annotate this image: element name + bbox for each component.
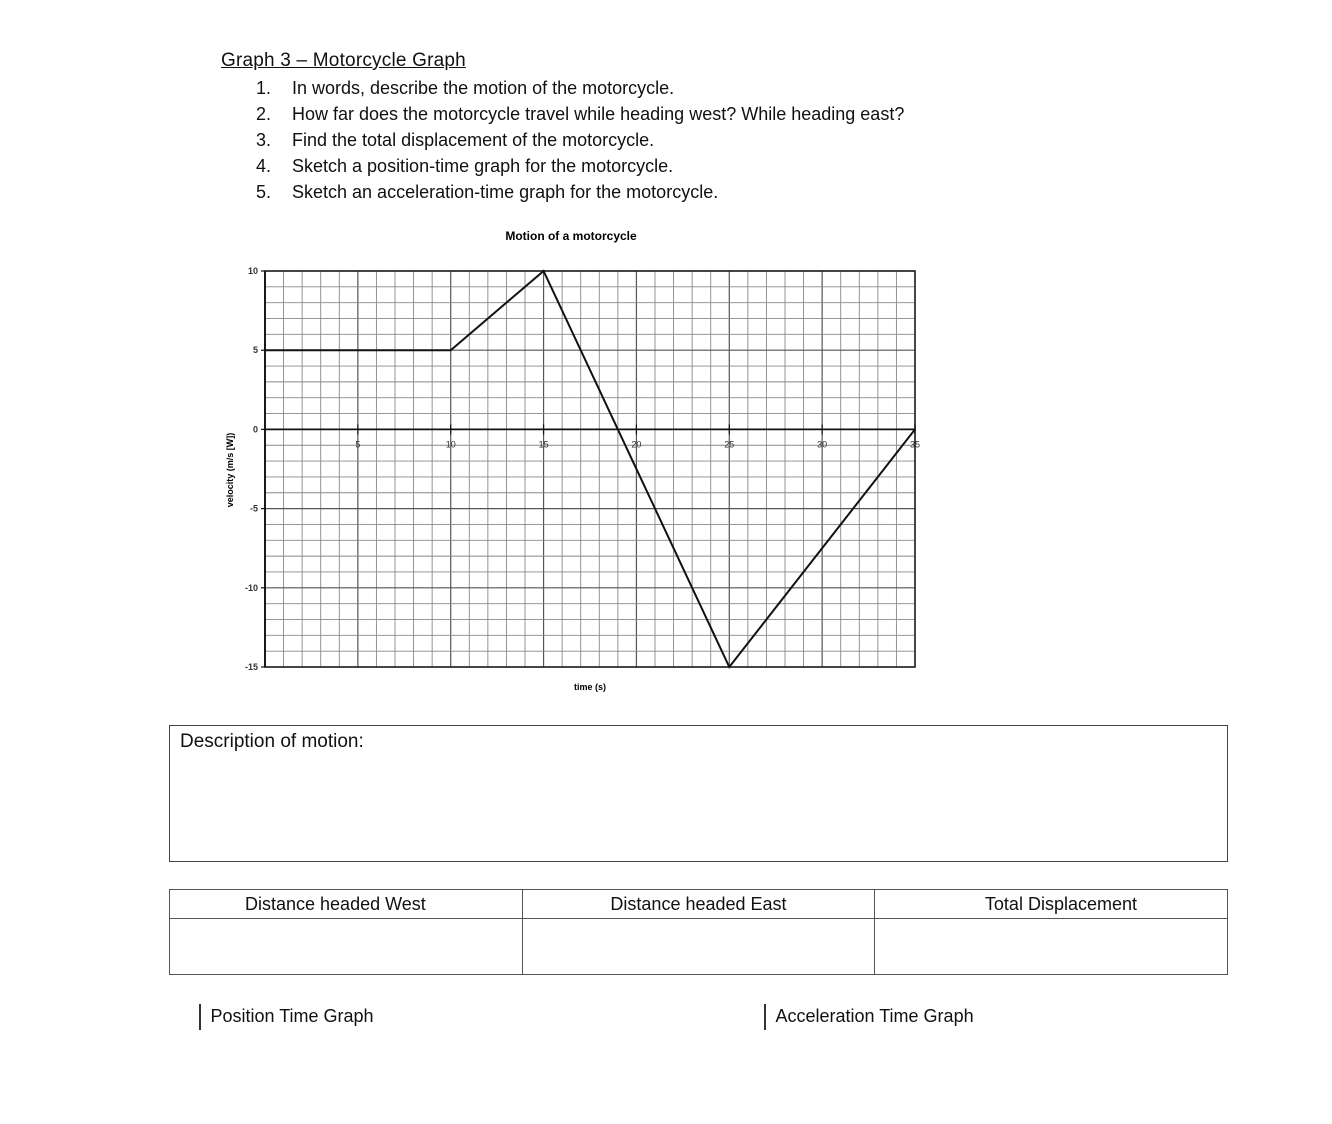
question-number: 2.: [256, 104, 272, 124]
chart-svg: [218, 222, 948, 700]
x-tick-label: 30: [817, 439, 828, 450]
velocity-series-line: [265, 271, 915, 667]
y-tick-label: 5: [252, 345, 258, 356]
answer-cell-displacement[interactable]: [875, 919, 1228, 975]
velocity-data-point: [450, 349, 452, 351]
question-list: [256, 77, 904, 207]
question-item: [256, 181, 904, 207]
table-answer-row: [170, 919, 1228, 975]
x-tick-label: 20: [631, 439, 642, 450]
question-text: Find the total displacement of the motorcycle.: [292, 130, 655, 150]
acceleration-graph-text: Acceleration Time Graph: [775, 1005, 974, 1026]
y-tick-label: -10: [244, 582, 258, 593]
y-tick-label: 10: [247, 266, 258, 276]
question-number: 3.: [256, 130, 272, 150]
x-axis-label: time (s): [573, 682, 607, 692]
x-tick-label: 10: [445, 439, 456, 450]
question-item: [256, 77, 904, 103]
velocity-data-point: [914, 429, 916, 431]
x-tick-label: 15: [538, 439, 549, 450]
velocity-data-point: [264, 349, 266, 351]
question-text: In words, describe the motion of the motorcycle.: [292, 78, 675, 98]
chart-axes: [265, 271, 915, 667]
answer-cell-west[interactable]: [170, 919, 523, 975]
plot-frame: [265, 271, 915, 667]
question-number: 4.: [256, 156, 272, 176]
question-text: How far does the motorcycle travel while heading west? While heading east?: [292, 104, 905, 124]
description-box[interactable]: [169, 725, 1228, 862]
question-item: [256, 129, 904, 155]
y-tick-label: 0: [252, 424, 258, 435]
header-total-displacement: Total Displacement: [875, 890, 1228, 919]
question-item: [256, 155, 904, 181]
description-label: Description of motion:: [180, 731, 364, 752]
acceleration-graph-label: [764, 1004, 974, 1030]
position-graph-text: Position Time Graph: [210, 1005, 374, 1026]
chart-series: [264, 270, 916, 668]
chart-grid: [265, 271, 915, 667]
question-text: Sketch a position-time graph for the motorcycle.: [292, 156, 674, 176]
x-tick-label: 25: [724, 439, 735, 450]
velocity-time-chart: [218, 222, 948, 700]
header-distance-west: Distance headed West: [170, 890, 523, 919]
table-header-row: [170, 890, 1228, 919]
chart-title: Motion of a motorcycle: [505, 229, 637, 243]
y-axis-label: velocity (m/s [W]): [225, 432, 235, 508]
y-tick-label: -15: [244, 662, 258, 672]
question-text: Sketch an acceleration-time graph for the motorcycle.: [292, 182, 719, 202]
velocity-data-point: [543, 270, 545, 272]
question-item: [256, 103, 904, 129]
distance-table: [169, 889, 1228, 975]
x-tick-label: 5: [355, 439, 361, 450]
question-number: 5.: [256, 182, 272, 202]
divider-mark: [199, 1004, 201, 1030]
position-graph-label: [199, 1004, 374, 1030]
question-number: 1.: [256, 78, 272, 98]
header-distance-east: Distance headed East: [522, 890, 875, 919]
x-tick-label: 35: [909, 439, 921, 450]
worksheet-title: Graph 3 – Motorcycle Graph: [221, 50, 466, 71]
divider-mark: [764, 1004, 766, 1030]
y-tick-label: -5: [249, 503, 258, 514]
chart-ticks: [245, 266, 920, 672]
velocity-data-point: [728, 666, 730, 668]
answer-cell-east[interactable]: [522, 919, 875, 975]
